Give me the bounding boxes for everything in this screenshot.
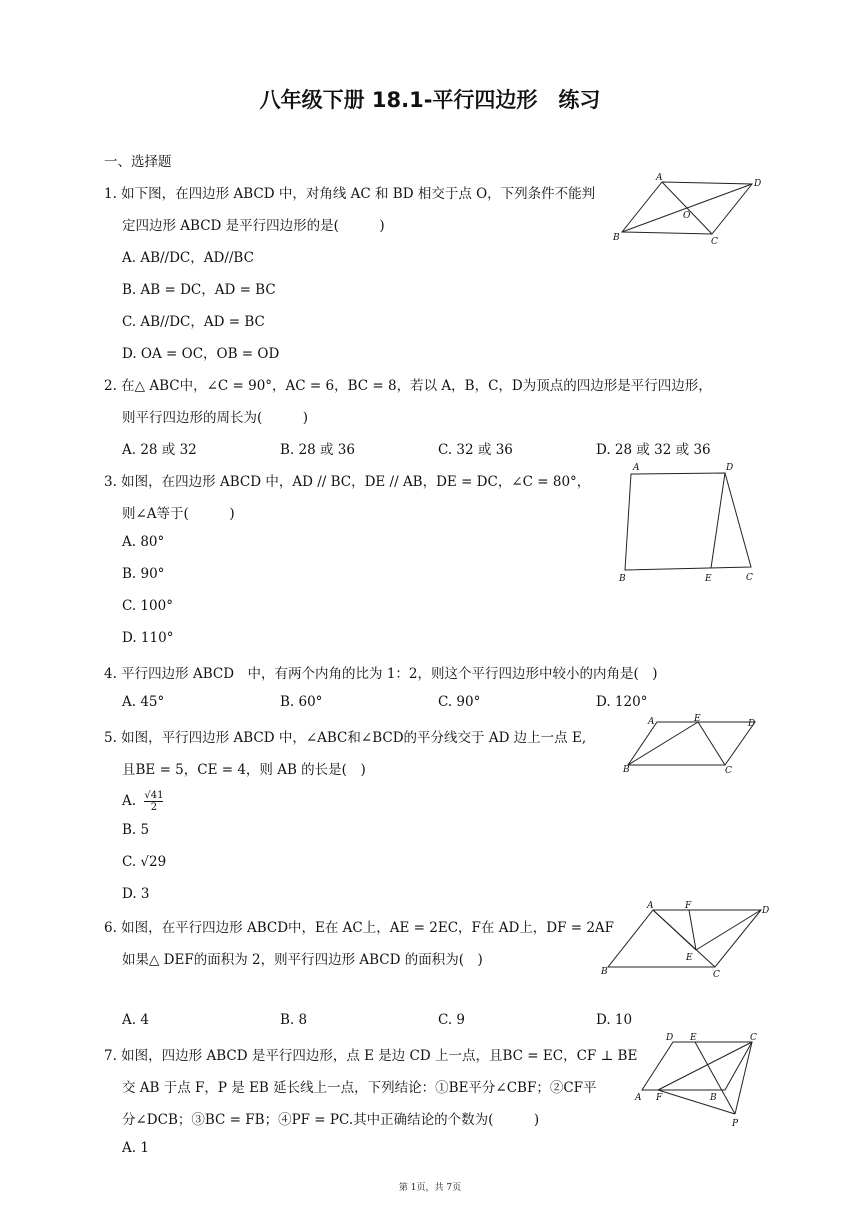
q1-option-d[interactable]: D. OA = OC，OB = OD [122,346,280,362]
q6-option-d[interactable]: D. 10 [596,1012,633,1028]
q5-label-e: E [694,714,701,724]
q1-option-b[interactable]: B. AB = DC，AD = BC [122,282,276,298]
q6-label-b: B [601,967,608,977]
q1-option-c[interactable]: C. AB//DC，AD = BC [122,314,265,330]
q6-label-e: E [686,953,693,963]
q3-stem-line2: 则∠A等于( ) [122,506,235,522]
q6-option-a[interactable]: A. 4 [122,1012,149,1028]
q3-segment-de [711,473,725,568]
page-title: 八年级下册 18.1-平行四边形 练习 [259,88,601,112]
q6-label-a: A [647,901,654,911]
q7-stem-line2: 交 AB 于点 F，P 是 EB 延长线上一点，下列结论：①BE平分∠CBF；②CF平 [122,1080,597,1096]
q2-stem-line2: 则平行四边形的周长为( ) [122,410,309,426]
q3-label-a: A [633,463,640,473]
q7-segment-cf [658,1042,752,1090]
q2-option-d[interactable]: D. 28 或 32 或 36 [596,442,711,458]
q3-figure [615,458,765,588]
q4-option-b[interactable]: B. 60° [280,694,323,710]
q1-stem-line2: 定四边形 ABCD 是平行四边形的是( ) [122,218,385,234]
q3-option-a[interactable]: A. 80° [122,534,165,550]
q3-option-d[interactable]: D. 110° [122,630,174,646]
q1-label-d: D [754,179,762,189]
q7-label-e: E [690,1033,697,1043]
q7-label-b: B [710,1093,717,1103]
q7-stem-line1: 7. 如图，四边形 ABCD 是平行四边形，点 E 是边 CD 上一点，且BC = EC，CF ⊥ BE [104,1048,638,1064]
q6-label-f: F [685,901,692,911]
q5-option-a-prefix: A. [122,793,137,809]
q7-stem-line3: 分∠DCB；③BC = FB；④PF = PC.其中正确结论的个数为( ) [122,1112,540,1128]
section-heading: 一、选择题 [104,154,172,170]
q1-label-b: B [613,233,620,243]
q6-segment-de [696,910,761,950]
q1-option-a[interactable]: A. AB//DC，AD//BC [122,250,254,266]
q7-label-p: P [732,1119,739,1129]
q3-label-b: B [619,574,626,584]
q7-segment-cp [735,1042,752,1114]
q3-stem-line1: 3. 如图，在四边形 ABCD 中，AD // BC，DE // AB，DE = DC，∠C = 80°， [104,474,591,490]
q7-label-d: D [666,1033,674,1043]
q2-option-c[interactable]: C. 32 或 36 [438,442,513,458]
q5-option-a[interactable] [122,790,163,813]
q5-option-a-denominator: 2 [150,802,158,813]
q5-option-a-numerator: √41 [144,790,164,801]
q6-label-c: C [713,970,720,980]
q4-option-c[interactable]: C. 90° [438,694,481,710]
q3-label-d: D [726,463,734,473]
q6-stem-line2: 如果△ DEF的面积为 2，则平行四边形 ABCD 的面积为( ) [122,952,483,968]
q7-parallelogram [642,1042,752,1090]
q2-option-b[interactable]: B. 28 或 36 [280,442,355,458]
q4-stem-line1: 4. 平行四边形 ABCD 中，有两个内角的比为 1：2，则这个平行四边形中较小的内角是( ) [104,666,658,682]
q5-label-c: C [725,766,732,776]
q5-segment-ce [698,722,725,765]
q1-label-o: O [683,211,691,221]
q6-label-d: D [762,906,770,916]
page-footer: 第 1页，共 7页 [398,1183,462,1193]
q7-label-c: C [750,1033,757,1043]
q5-segment-be [628,722,698,765]
q1-label-a: A [656,173,663,183]
q4-option-d[interactable]: D. 120° [596,694,648,710]
q5-label-b: B [623,765,630,775]
q6-option-b[interactable]: B. 8 [280,1012,308,1028]
q5-label-d: D [748,719,756,729]
q3-label-c: C [746,573,753,583]
q5-option-c[interactable]: C. √29 [122,854,167,870]
q6-figure [598,898,778,978]
q1-label-c: C [711,237,718,247]
q4-option-a[interactable]: A. 45° [122,694,165,710]
q5-stem-line1: 5. 如图，平行四边形 ABCD 中，∠ABC和∠BCD的平分线交于 AD 边上一点 E, [104,730,587,746]
q5-figure [620,712,770,777]
q5-parallelogram [628,722,755,765]
q5-stem-line2: 且BE = 5，CE = 4，则 AB 的长是( ) [122,762,366,778]
q5-option-a-fraction [144,790,163,813]
q3-quadrilateral [625,473,751,570]
q2-option-a[interactable]: A. 28 或 32 [122,442,197,458]
q5-option-d[interactable]: D. 3 [122,886,150,902]
q5-label-a: A [648,717,655,727]
q6-option-c[interactable]: C. 9 [438,1012,466,1028]
q7-figure [628,1030,768,1130]
q3-option-b[interactable]: B. 90° [122,566,165,582]
q6-stem-line1: 6. 如图，在平行四边形 ABCD中，E在 AC上，AE = 2EC，F在 AD上，DF = 2AF [104,920,615,936]
q2-stem-line1: 2. 在△ ABC中，∠C = 90°，AC = 6，BC = 8，若以 A，B，C，D为顶点的四边形是平行四边形， [104,378,712,394]
q1-stem-line1: 1. 如下图，在四边形 ABCD 中，对角线 AC 和 BD 相交于点 O，下列条件不能判 [104,186,596,202]
q7-option-a[interactable]: A. 1 [122,1140,149,1156]
q1-figure [610,170,770,250]
q7-label-f: F [656,1093,663,1103]
q7-label-a: A [635,1093,642,1103]
q3-option-c[interactable]: C. 100° [122,598,173,614]
q3-label-e: E [705,574,712,584]
q5-option-b[interactable]: B. 5 [122,822,150,838]
